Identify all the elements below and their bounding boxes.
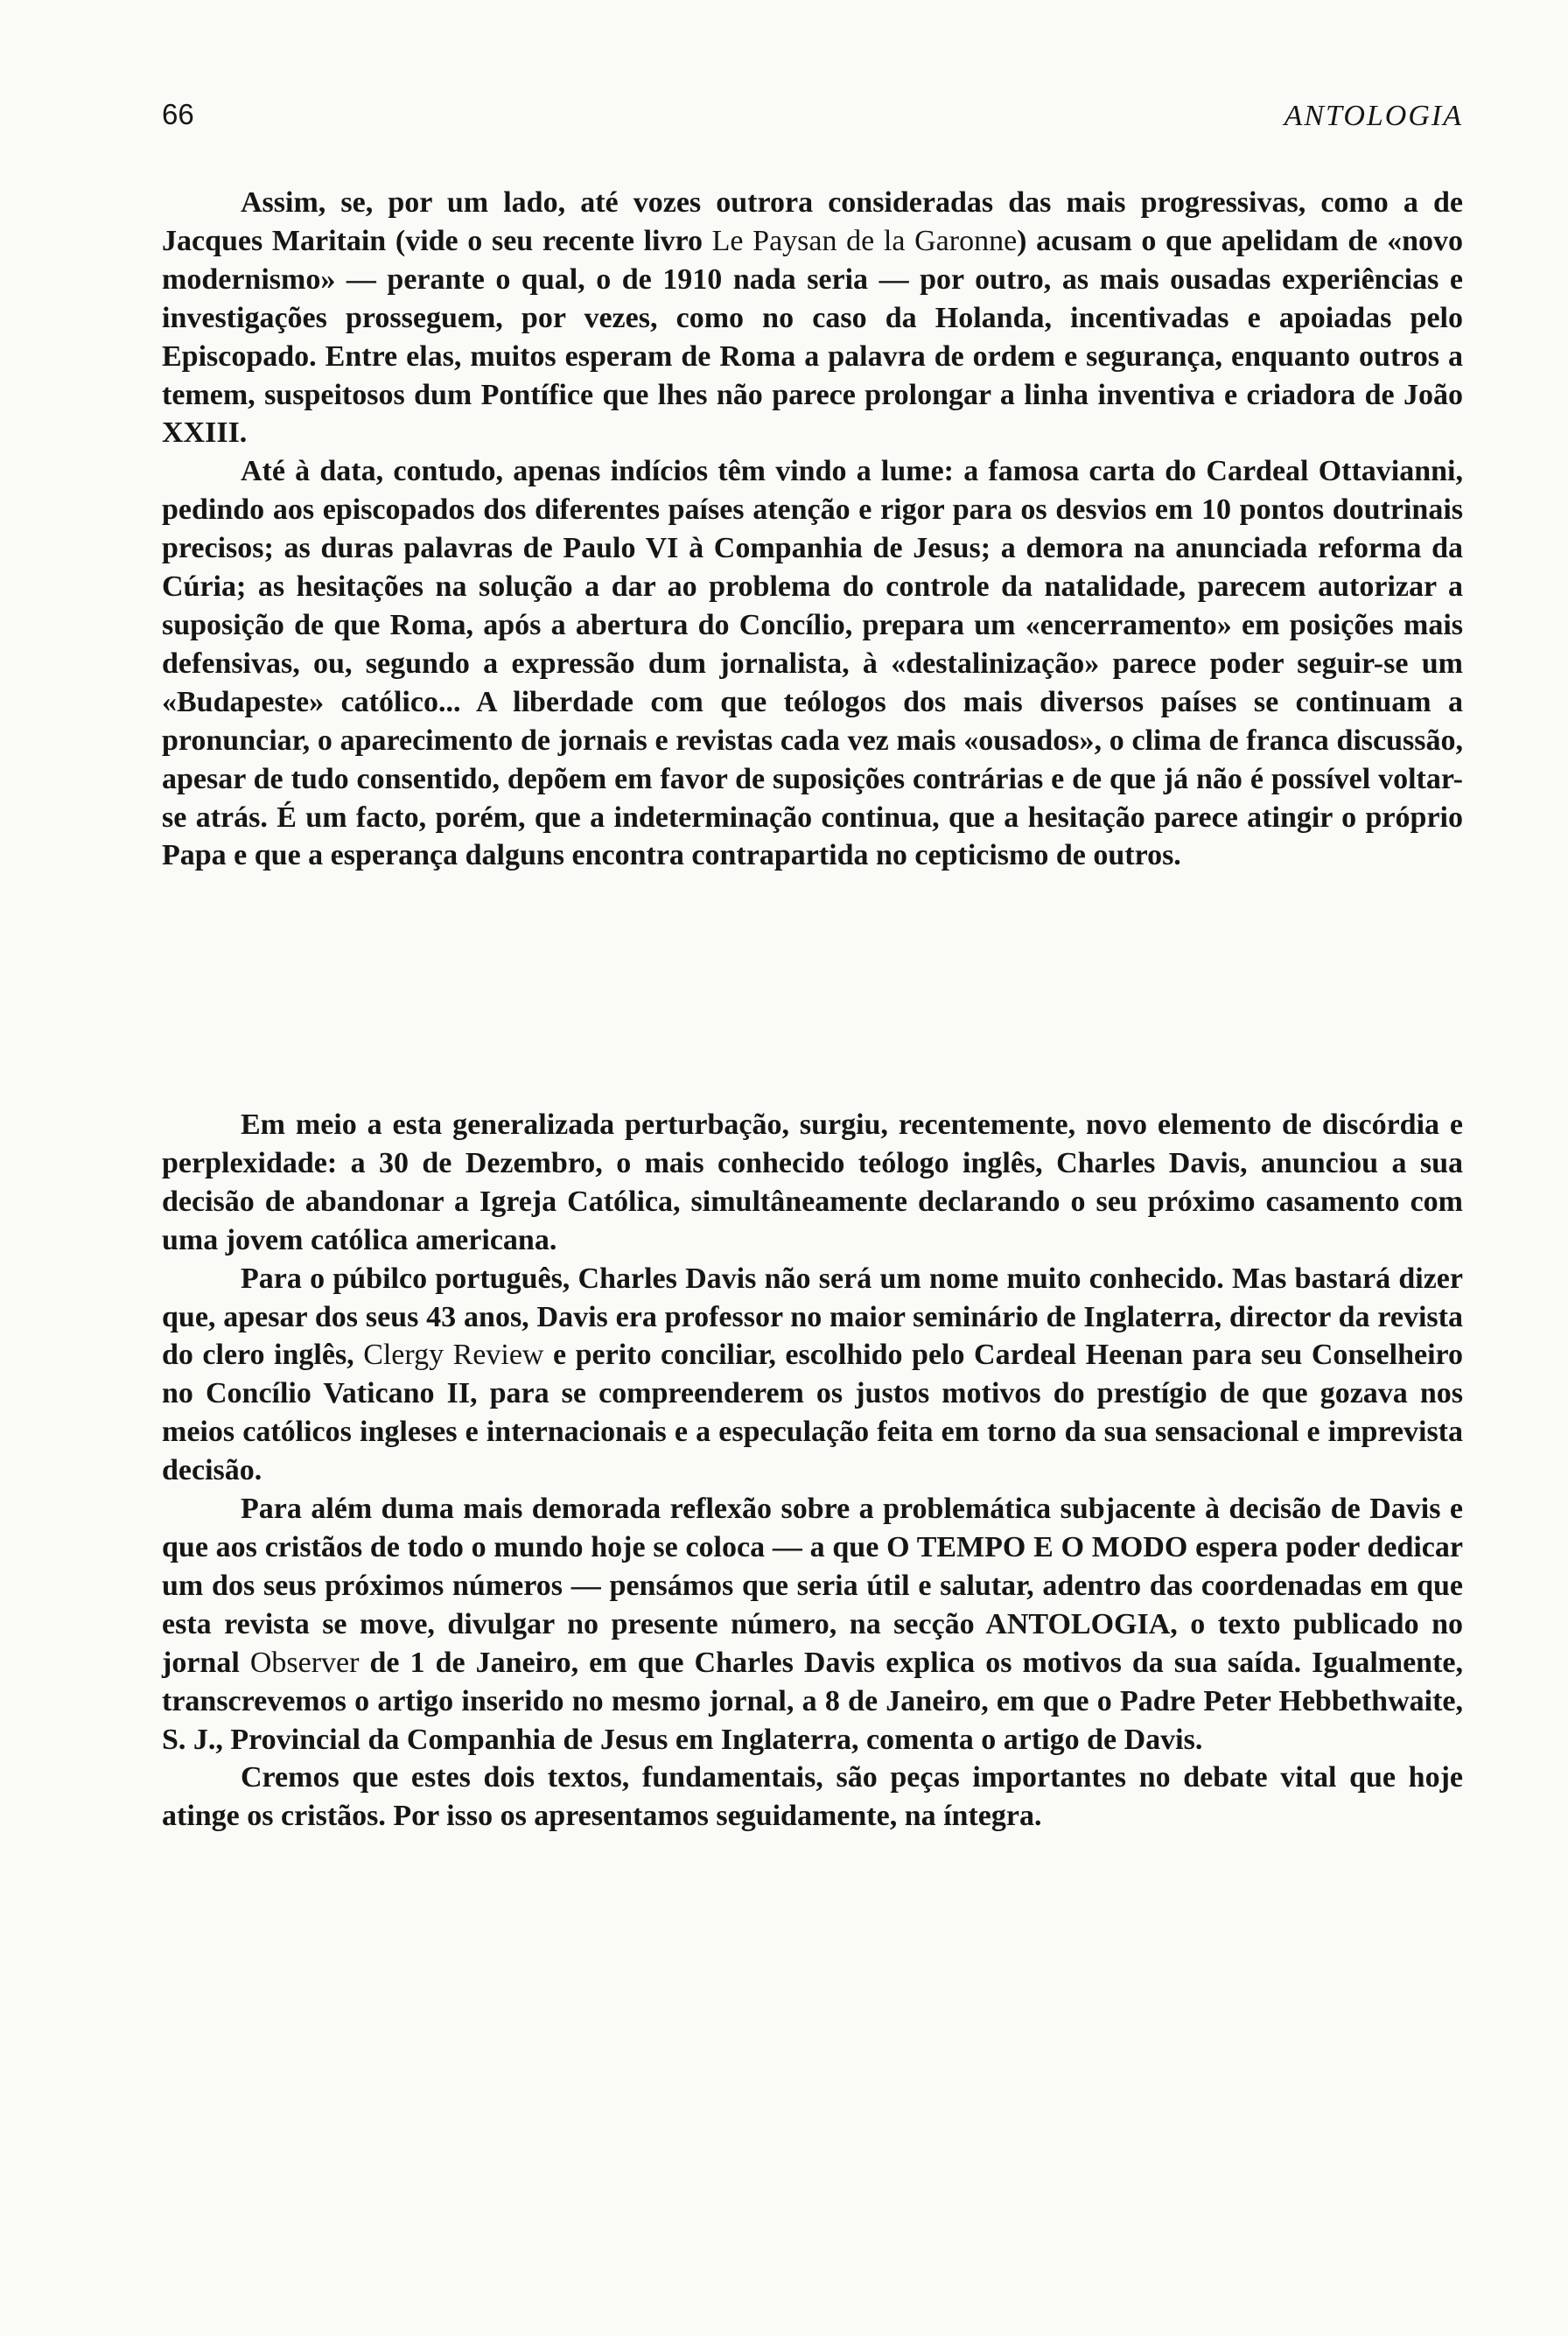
davis-section — [162, 1106, 1463, 1836]
paragraph — [162, 184, 1463, 452]
book-title: Le Paysan de la Garonne — [711, 224, 1018, 257]
text-run: ) acusam o que apelidam de «novo modernismo» — perante o qual, o de 1910 nada seria — por outro, as mais ousadas experiências e investigações prosseguem, por vezes, como no caso da Holanda, incentivadas e apoiadas pelo Episcopado. Entre elas, muitos esperam de Roma a palavra de ordem e segurança, enquanto outros a temem, suspeitosos dum Pontífice que lhes não parece prolongar a linha inventiva e criadora de João XXIII. — [162, 224, 1463, 450]
running-head: ANTOLOGIA — [1284, 100, 1463, 132]
paragraph — [162, 1260, 1463, 1490]
text-run: de 1 de Janeiro, em que Charles Davis explica os motivos da sua saída. Igualmente, transcrevemos o artigo inserido no mesmo jornal, a 8 de Janeiro, em que o Padre Peter Hebbethwaite, S. J., Provincial da Companhia de Jesus em Inglaterra, comenta o artigo de Davis. — [162, 1646, 1463, 1756]
paragraph: Em meio a esta generalizada perturbação, surgiu, recentemente, novo elemento de discórdia e perplexidade: a 30 de Dezembro, o mais conhecido teólogo inglês, Charles Davis, anunciou a sua decisão de abandonar a Igreja Católica, simultâneamente declarando o seu próximo casamento com uma jovem católica americana. — [162, 1109, 1463, 1256]
page-header — [162, 98, 1463, 142]
journal-title: Clergy Review — [363, 1339, 544, 1372]
paragraph: Até à data, contudo, apenas indícios têm vindo a lume: a famosa carta do Cardeal Ottavianni, pedindo aos episcopados dos diferentes países atenção e rigor para os desvios em 10 pontos doutrinais precisos; as duras palavras de Paulo VI à Companhia de Jesus; a demora na anunciada reforma da Cúria; as hesitações na solução a dar ao problema do controle da natalidade, parecem autorizar a suposição de que Roma, após a abertura do Concílio, prepara um «encerramento» em posições mais defensivas, ou, segundo a expressão dum jornalista, à «destalinização» parece poder seguir-se um «Budapeste» católico... A liberdade com que teólogos dos mais diversos países se continuam a pronunciar, o aparecimento de jornais e revistas cada vez mais «ousados», o clima de franca discussão, apesar de tudo consentido, depõem em favor de suposições contrárias e de que já não é possível voltar-se atrás. É um facto, porém, que a indeterminação continua, que a hesitação parece atingir o próprio Papa e que a esperança dalguns encontra contrapartida no cepticismo de outros. — [162, 455, 1463, 872]
newspaper-title: Observer — [249, 1646, 360, 1679]
text-run: e perito conciliar, escolhido pelo Cardeal Heenan para seu Conselheiro no Concílio Vaticano II, para se compreenderem os justos motivos do prestígio de que gozava nos meios católicos ingleses e internacionais e a especulação feita em torno da sua sensacional e imprevista decisão. — [162, 1339, 1463, 1487]
text-run: Assim, se, por um lado, até vozes outrora consideradas das mais progressivas, como a de Jacques Maritain (vide o seu recente livro — [162, 186, 1463, 257]
intro-section — [162, 184, 1463, 875]
text-run: Para o púbilco português, Charles Davis não será um nome muito conhecido. Mas bastará dizer que, apesar dos seus 43 anos, Davis era professor no maior seminário de Inglaterra, director da revista do clero inglês, — [162, 1262, 1463, 1372]
text-run: Para além duma mais demorada reflexão sobre a problemática subjacente à decisão de Davis e que aos cristãos de todo o mundo hoje se coloca — a que O TEMPO E O MODO espera poder dedicar um dos seus próximos números — pensámos que seria útil e salutar, adentro das coordenadas em que esta revista se move, divulgar no presente número, na secção ANTOLOGIA, o texto publicado no jornal — [162, 1493, 1463, 1679]
page-number: 66 — [162, 98, 194, 130]
paragraph: Cremos que estes dois textos, fundamentais, são peças importantes no debate vital que hoje atinge os cristãos. Por isso os apresentamos seguidamente, na íntegra. — [162, 1761, 1463, 1833]
paragraph — [162, 1490, 1463, 1759]
